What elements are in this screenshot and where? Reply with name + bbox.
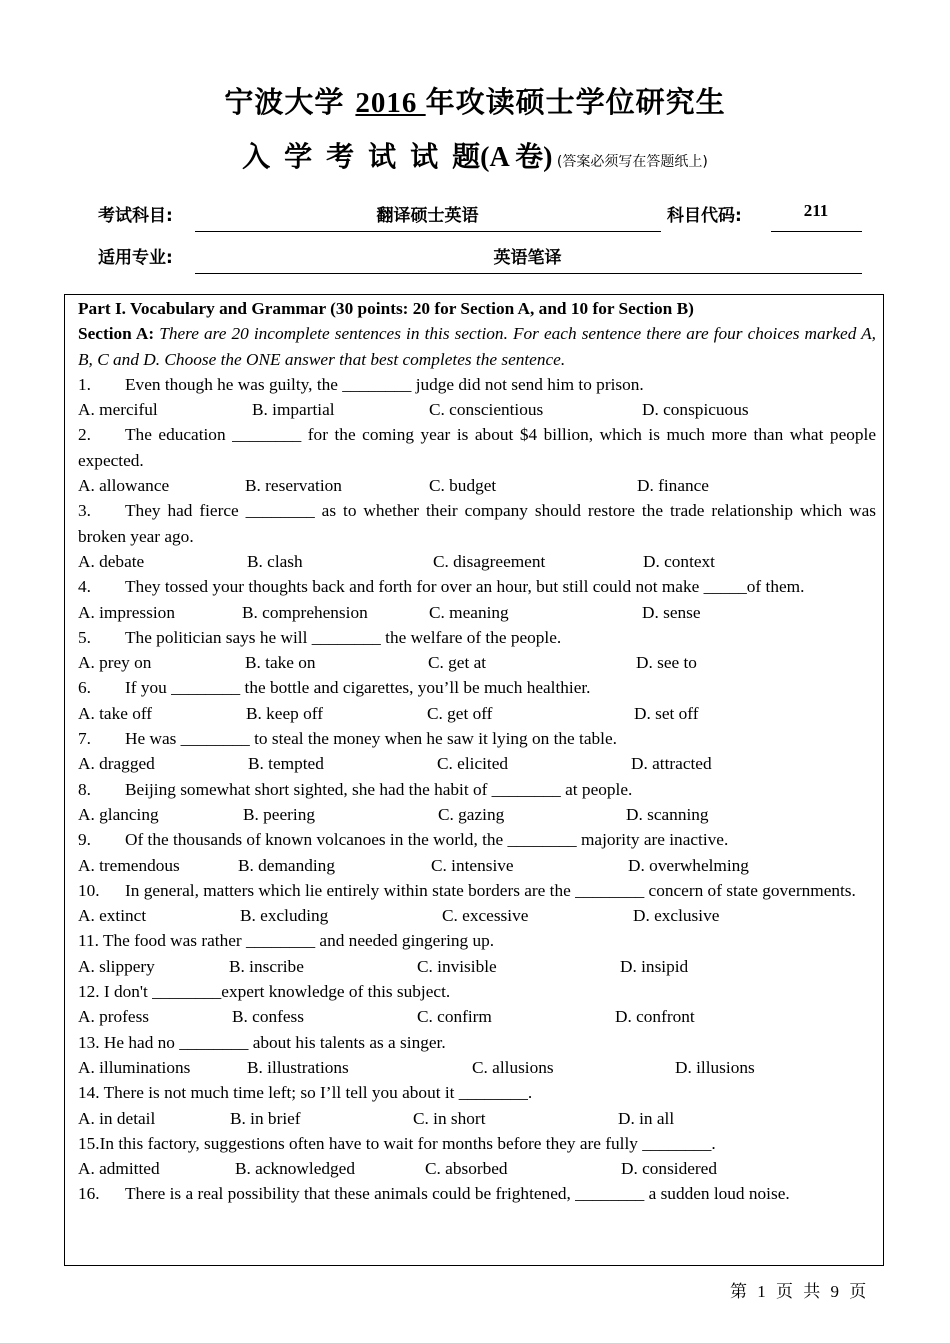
question-5 [78,625,876,650]
question-13 [78,1030,876,1055]
question-14 [78,1080,876,1105]
major-underline [195,273,862,274]
option-a: A. debate [78,551,145,571]
option-d: D. confront [615,1007,695,1027]
question-text: 15.In this factory, suggestions often have to wait for months before they are fully ________. [78,1133,716,1153]
page-footer: 第 1 页 共 9 页 [730,1282,867,1301]
major-label: 适用专业: [98,248,173,268]
question-text: If you ________ the bottle and cigarettes, you’ll be much healthier. [125,678,591,698]
option-b: B. illustrations [247,1057,349,1077]
code-label: 科目代码: [667,206,742,226]
question-text: There is a real possibility that these animals could be frightened, ________ a sudden loud noise. [125,1184,790,1204]
option-c: C. intensive [431,855,514,875]
question-number: 3. [78,501,91,521]
option-d: D. exclusive [633,906,720,926]
subtitle-paper: (A 卷) [480,142,553,173]
option-b: B. confess [232,1007,304,1027]
title-post: 年攻读硕士学位研究生 [425,85,726,119]
option-c: C. get at [428,653,487,673]
options-row [78,701,876,726]
question-text: Of the thousands of known volcanoes in the world, the ________ majority are inactive. [125,830,729,850]
question-text: 13. He had no ________ about his talents as a singer. [78,1032,446,1052]
option-a: A. in detail [78,1108,156,1128]
option-c: C. confirm [417,1007,492,1027]
question-text: The education ________ for the coming year is about $4 billion, which is much more than what people expected. [78,425,876,470]
option-c: C. allusions [472,1057,554,1077]
option-c: C. elicited [437,754,509,774]
options-row [78,1004,876,1029]
option-d: D. conspicuous [642,400,749,420]
options-row [78,903,876,928]
option-b: B. tempted [248,754,324,774]
options-row [78,751,876,776]
option-b: B. acknowledged [235,1159,355,1179]
options-row [78,954,876,979]
option-d: D. insipid [620,956,689,976]
option-b: B. inscribe [229,956,304,976]
subject-underline [195,231,661,232]
question-text: Even though he was guilty, the ________ judge did not send him to prison. [125,374,644,394]
title-pre: 宁波大学 [224,85,356,119]
exam-subtitle [0,135,950,175]
option-a: A. glancing [78,804,159,824]
question-number: 6. [78,678,91,698]
option-d: D. overwhelming [628,855,749,875]
question-3 [78,498,876,549]
option-a: A. merciful [78,400,158,420]
code-underline [771,231,862,232]
option-b: B. take on [245,653,316,673]
exam-title [0,80,950,121]
question-12 [78,979,876,1004]
option-d: D. see to [636,653,697,673]
option-c: C. excessive [442,906,529,926]
option-b: B. demanding [238,855,335,875]
question-4 [78,574,876,599]
question-text: They had fierce ________ as to whether their company should restore the trade relationship which was broken year ago. [78,501,876,546]
question-number: 5. [78,627,91,647]
question-2 [78,422,876,473]
options-row [78,549,876,574]
option-d: D. illusions [675,1057,755,1077]
option-b: B. clash [247,551,303,571]
part1-title: Part I. Vocabulary and Grammar (30 points: 20 for Section A, and 10 for Section B) [78,299,694,318]
question-text: In general, matters which lie entirely within state borders are the ________ concern of state governments. [125,880,856,900]
subtitle-spaced: 入学考试试 [242,140,453,173]
option-d: D. set off [634,703,699,723]
option-d: D. in all [618,1108,675,1128]
question-7 [78,726,876,751]
question-8 [78,777,876,802]
option-a: A. slippery [78,956,155,976]
question-text: 12. I don't ________expert knowledge of this subject. [78,982,451,1002]
option-b: B. excluding [240,906,329,926]
option-a: A. tremendous [78,855,180,875]
option-d: D. attracted [631,754,712,774]
option-c: C. gazing [438,804,505,824]
question-number: 1. [78,374,91,394]
options-row [78,1106,876,1131]
option-c: C. disagreement [433,551,546,571]
subtitle-note: (答案必须写在答题纸上) [552,154,708,170]
options-row [78,853,876,878]
option-d: D. context [643,551,715,571]
question-text: 11. The food was rather ________ and needed gingering up. [78,931,495,951]
question-number: 16. [78,1184,100,1204]
code-value: 211 [803,201,829,220]
option-a: A. extinct [78,906,147,926]
option-d: D. considered [621,1159,717,1179]
question-text: The politician says he will ________ the welfare of the people. [125,627,562,647]
option-b: B. impartial [252,400,335,420]
question-number: 7. [78,729,91,749]
options-row [78,473,876,498]
option-a: A. prey on [78,653,152,673]
option-a: A. impression [78,602,175,622]
option-a: A. dragged [78,754,155,774]
option-b: B. peering [243,804,315,824]
question-text: Beijing somewhat short sighted, she had the habit of ________ at people. [125,779,633,799]
options-row [78,650,876,675]
options-row [78,600,876,625]
question-10 [78,878,876,903]
question-11 [78,928,876,953]
subject-label: 考试科目: [98,206,173,226]
question-number: 9. [78,830,91,850]
section-a-instructions [78,321,876,372]
option-c: C. absorbed [425,1159,508,1179]
options-row [78,1156,876,1181]
option-a: A. illuminations [78,1057,191,1077]
question-text: He was ________ to steal the money when he saw it lying on the table. [125,729,617,749]
title-year: 2016 [355,87,426,119]
question-number: 8. [78,779,91,799]
option-b: B. keep off [246,703,323,723]
option-a: A. admitted [78,1159,160,1179]
question-content [78,296,876,1207]
options-row [78,1055,876,1080]
option-c: C. get off [427,703,493,723]
option-d: D. scanning [626,804,709,824]
question-text: They tossed your thoughts back and forth for over an hour, but still could not make _____of them. [125,577,805,597]
subtitle-last: 题 [452,140,481,173]
option-d: D. finance [637,476,709,496]
option-a: A. allowance [78,476,170,496]
question-text: 14. There is not much time left; so I’ll tell you about it ________. [78,1083,533,1103]
option-a: A. take off [78,703,153,723]
section-a-label: Section A: [78,324,155,344]
option-d: D. sense [642,602,701,622]
question-list [78,372,876,1207]
option-c: C. meaning [429,602,509,622]
option-c: C. conscientious [429,400,544,420]
option-a: A. profess [78,1007,150,1027]
options-row [78,802,876,827]
subject-value: 翻译硕士英语 [376,206,479,226]
question-number: 4. [78,577,91,597]
major-value: 英语笔译 [493,248,562,268]
option-c: C. invisible [417,956,497,976]
section-a-text: There are 20 incomplete sentences in this section. For each sentence there are four choices marked A, B, C and D. Choose the ONE answer that best completes the sentence. [78,324,876,369]
option-b: B. in brief [230,1108,301,1128]
option-c: C. in short [413,1108,486,1128]
question-15 [78,1131,876,1156]
question-9 [78,827,876,852]
question-number: 10. [78,880,100,900]
question-6 [78,675,876,700]
option-b: B. comprehension [242,602,368,622]
question-1 [78,372,876,397]
question-number: 2. [78,425,91,445]
question-16 [78,1181,876,1206]
options-row [78,397,876,422]
option-b: B. reservation [245,476,342,496]
option-c: C. budget [429,476,497,496]
